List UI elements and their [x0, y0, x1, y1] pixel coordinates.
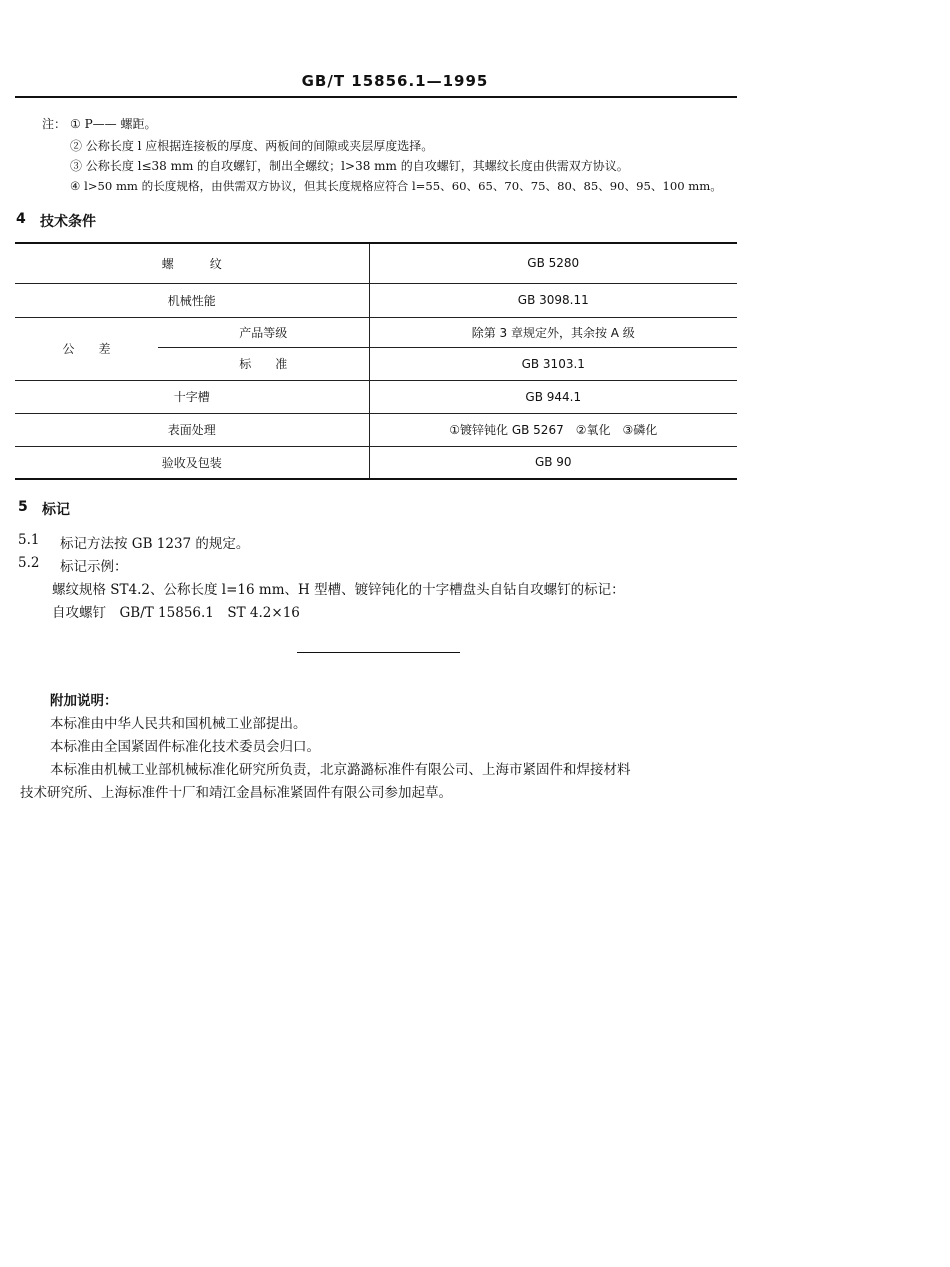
marking-example: 自攻螺钉 GB/T 15856.1 ST 4.2×16: [52, 605, 300, 621]
section-5-title: 标记: [42, 502, 70, 518]
note-item-3: ③ 公称长度 l≤38 mm 的自攻螺钉，制出全螺纹；l>38 mm 的自攻螺钉，其螺纹长度由供需双方协议。: [70, 159, 629, 173]
notes-prefix: 注：: [42, 117, 67, 131]
table-row: [15, 283, 737, 317]
table-row: [15, 243, 737, 283]
row-sublabel-standard: 标 准: [158, 347, 369, 380]
document-header-code: GB/T 15856.1—1995: [301, 72, 489, 90]
row-group-tolerance: 公 差: [15, 317, 158, 380]
row-label-surface: 表面处理: [15, 413, 369, 446]
section-5-2-text: 标记示例：: [60, 559, 128, 575]
table-row: [15, 413, 737, 446]
additional-line-3: 本标准由机械工业部机械标准化研究所负责，北京潞潞标准件有限公司、上海市紧固件和焊接材料: [50, 762, 631, 778]
additional-line-1: 本标准由中华人民共和国机械工业部提出。: [50, 716, 307, 732]
section-5-1-number: 5.1: [18, 532, 40, 548]
additional-title: 附加说明：: [50, 693, 118, 709]
row-value-standard: GB 3103.1: [369, 347, 737, 380]
additional-line-4: 技术研究所、上海标准件十厂和靖江金昌标准紧固件有限公司参加起草。: [20, 785, 452, 801]
section-5-1-text: 标记方法按 GB 1237 的规定。: [60, 536, 250, 552]
note-item-1: ① P—— 螺距。: [70, 117, 157, 131]
header-rule: [15, 96, 737, 98]
row-value-grade: 除第 3 章规定外，其余按 A 级: [369, 317, 737, 347]
table-row: [15, 446, 737, 479]
marking-example-description: 螺纹规格 ST4.2、公称长度 l=16 mm、H 型槽、镀锌钝化的十字槽盘头自钻自攻螺钉的标记：: [52, 582, 625, 598]
row-value-acceptance: GB 90: [369, 446, 737, 479]
row-label-mechanical: 机械性能: [15, 283, 369, 317]
section-4-title: 技术条件: [40, 214, 96, 230]
row-label-acceptance: 验收及包装: [15, 446, 369, 479]
section-5-number: 5: [18, 499, 28, 515]
row-value-surface: ①镀锌钝化 GB 5267 ②氧化 ③磷化: [369, 413, 737, 446]
row-value-cross-recess: GB 944.1: [369, 380, 737, 413]
table-row: [15, 380, 737, 413]
technical-conditions-table: [15, 242, 737, 480]
row-label-cross-recess: 十字槽: [15, 380, 369, 413]
row-sublabel-grade: 产品等级: [158, 317, 369, 347]
row-label-thread: 螺 纹: [15, 243, 369, 283]
row-value-mechanical: GB 3098.11: [369, 283, 737, 317]
row-value-thread: GB 5280: [369, 243, 737, 283]
table-row: [15, 317, 737, 347]
section-4-number: 4: [16, 211, 26, 227]
additional-line-2: 本标准由全国紧固件标准化技术委员会归口。: [50, 739, 320, 755]
note-item-4: ④ l>50 mm 的长度规格，由供需双方协议，但其长度规格应符合 l=55、60、65、70、75、80、85、90、95、100 mm。: [70, 179, 722, 193]
section-5-2-number: 5.2: [18, 555, 40, 571]
note-item-2: ② 公称长度 l 应根据连接板的厚度、两板间的间隙或夹层厚度选择。: [70, 139, 434, 153]
end-separator-rule: [297, 652, 460, 653]
